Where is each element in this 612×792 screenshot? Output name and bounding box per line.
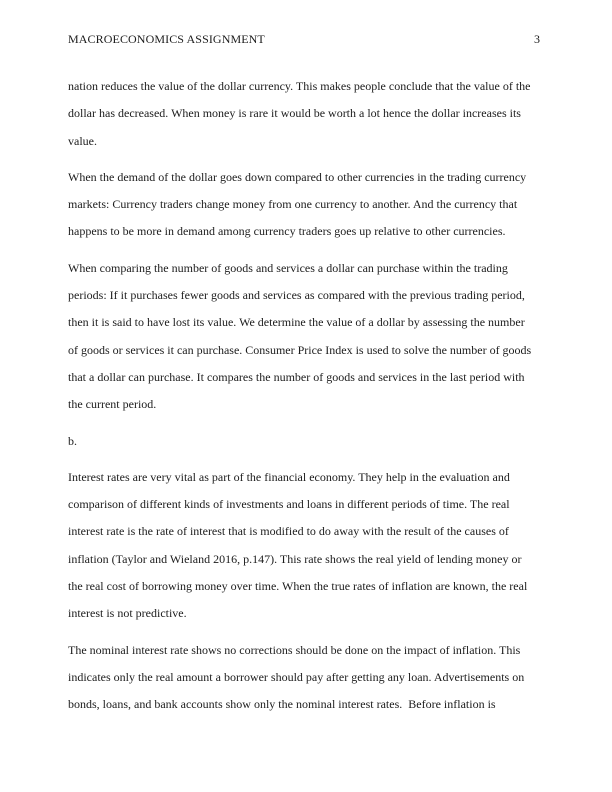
text-line: comparison of different kinds of investments and loans in different periods of time. The real bbox=[68, 497, 510, 512]
text-line: the current period. bbox=[68, 397, 157, 412]
text-line: periods: If it purchases fewer goods and services as compared with the previous trading period, bbox=[68, 288, 525, 303]
paragraph bbox=[68, 637, 546, 719]
paragraph bbox=[68, 464, 546, 628]
text-line: interest rate is the rate of interest that is modified to do away with the result of the causes of bbox=[68, 524, 509, 539]
text-line: the real cost of borrowing money over time. When the true rates of inflation are known, the real bbox=[68, 579, 528, 594]
text-line: of goods or services it can purchase. Consumer Price Index is used to solve the number of goods bbox=[68, 342, 532, 357]
text-line: dollar has decreased. When money is rare it would be worth a lot hence the dollar increases its bbox=[68, 106, 521, 121]
paragraph bbox=[68, 73, 546, 155]
page-header bbox=[68, 32, 540, 46]
text-line: bonds, loans, and bank accounts show only the nominal interest rates. Before inflation is bbox=[68, 697, 496, 712]
text-line: nation reduces the value of the dollar currency. This makes people conclude that the value of the bbox=[68, 79, 531, 93]
text-line: then it is said to have lost its value. We determine the value of a dollar by assessing the number bbox=[68, 315, 525, 330]
text-line: b. bbox=[68, 433, 77, 448]
paragraph bbox=[68, 255, 546, 419]
text-line: When comparing the number of goods and services a dollar can purchase within the trading bbox=[68, 260, 508, 275]
page-number: 3 bbox=[534, 32, 540, 46]
text-line: indicates only the real amount a borrower should pay after getting any loan. Advertisements on bbox=[68, 669, 525, 684]
text-line: Interest rates are very vital as part of the financial economy. They help in the evaluation and bbox=[68, 469, 510, 484]
text-line: interest is not predictive. bbox=[68, 606, 187, 621]
paragraph bbox=[68, 164, 546, 246]
text-line: When the demand of the dollar goes down compared to other currencies in the trading currency bbox=[68, 169, 527, 184]
text-line: happens to be more in demand among currency traders goes up relative to other currencies. bbox=[68, 224, 506, 239]
text-line: that a dollar can purchase. It compares the number of goods and services in the last period with bbox=[68, 369, 525, 384]
document-body bbox=[68, 73, 546, 719]
running-head: MACROECONOMICS ASSIGNMENT bbox=[68, 32, 265, 46]
text-line: The nominal interest rate shows no corrections should be done on the impact of inflation. This bbox=[68, 642, 521, 657]
text-line: inflation (Taylor and Wieland 2016, p.147). This rate shows the real yield of lending money or bbox=[68, 551, 522, 566]
text-line: value. bbox=[68, 133, 97, 148]
paragraph bbox=[68, 428, 546, 455]
text-line: markets: Currency traders change money from one currency to another. And the currency that bbox=[68, 197, 518, 212]
